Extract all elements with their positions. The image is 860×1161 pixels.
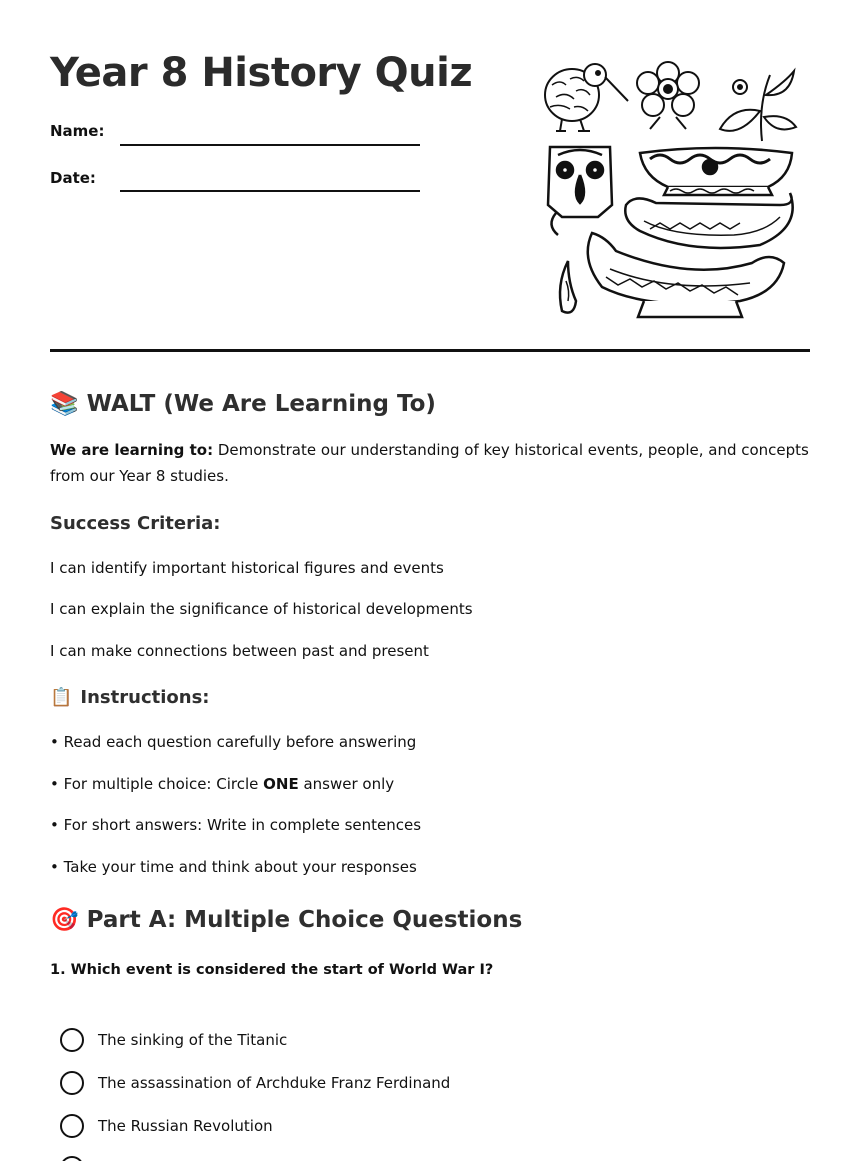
success-criteria-heading: Success Criteria: [50, 513, 221, 534]
instruction-item-tail: answer only [298, 775, 395, 793]
pendant-icon [560, 261, 576, 313]
radio-circle-icon[interactable] [60, 1028, 84, 1052]
instruction-item [50, 775, 394, 793]
question-1-option-a[interactable] [60, 1028, 287, 1052]
radio-circle-icon[interactable] [60, 1156, 84, 1161]
radio-circle-icon[interactable] [60, 1071, 84, 1095]
clipboard-icon: 📋 [50, 687, 73, 708]
page-title: Year 8 History Quiz [50, 50, 473, 96]
mask-icon [548, 147, 612, 235]
bowl-icon [640, 148, 792, 195]
option-label: The assassination of Archduke Franz Ferdinand [98, 1074, 451, 1092]
criteria-item: I can explain the significance of historical developments [50, 600, 473, 618]
canoe-icon [625, 193, 792, 248]
question-1-option-b[interactable] [60, 1071, 450, 1095]
kiwi-icon [545, 64, 628, 131]
target-icon: 🎯 [50, 907, 79, 933]
flower-icon [637, 62, 699, 129]
instruction-item: • Read each question carefully before answering [50, 733, 417, 751]
walt-lead-bold: We are learning to: [50, 441, 214, 459]
name-field[interactable] [120, 144, 420, 146]
walt-heading [50, 390, 436, 417]
date-label: Date: [50, 169, 96, 187]
part-a-heading-text: Part A: Multiple Choice Questions [86, 906, 523, 933]
instruction-item: • For short answers: Write in complete sentences [50, 816, 422, 834]
question-1-option-c[interactable] [60, 1114, 273, 1138]
part-a-heading [50, 906, 522, 933]
maori-illustration [540, 55, 810, 323]
plant-icon [720, 71, 796, 141]
question-1-option-d[interactable] [60, 1156, 98, 1161]
books-icon: 📚 [50, 391, 79, 417]
walt-heading-text: WALT (We Are Learning To) [86, 390, 436, 417]
criteria-item: I can make connections between past and present [50, 642, 429, 660]
question-1-text: 1. Which event is considered the start of World War I? [50, 962, 494, 978]
instruction-item: • Take your time and think about your responses [50, 858, 417, 876]
header-divider [50, 349, 810, 352]
instruction-item-text: • For multiple choice: Circle [50, 775, 264, 793]
criteria-item: I can identify important historical figures and events [50, 559, 444, 577]
name-label: Name: [50, 122, 105, 140]
option-label: The Russian Revolution [98, 1117, 273, 1135]
date-field[interactable] [120, 190, 420, 192]
option-label: The sinking of the Titanic [98, 1031, 288, 1049]
instructions-heading [50, 687, 209, 708]
radio-circle-icon[interactable] [60, 1114, 84, 1138]
instruction-item-bold: ONE [263, 775, 299, 793]
instructions-heading-text: Instructions: [80, 687, 210, 708]
walt-lead-text: Demonstrate our understanding of key historical events, people, and concepts from our Year 8 studies. [50, 441, 809, 485]
walt-paragraph [50, 437, 810, 489]
